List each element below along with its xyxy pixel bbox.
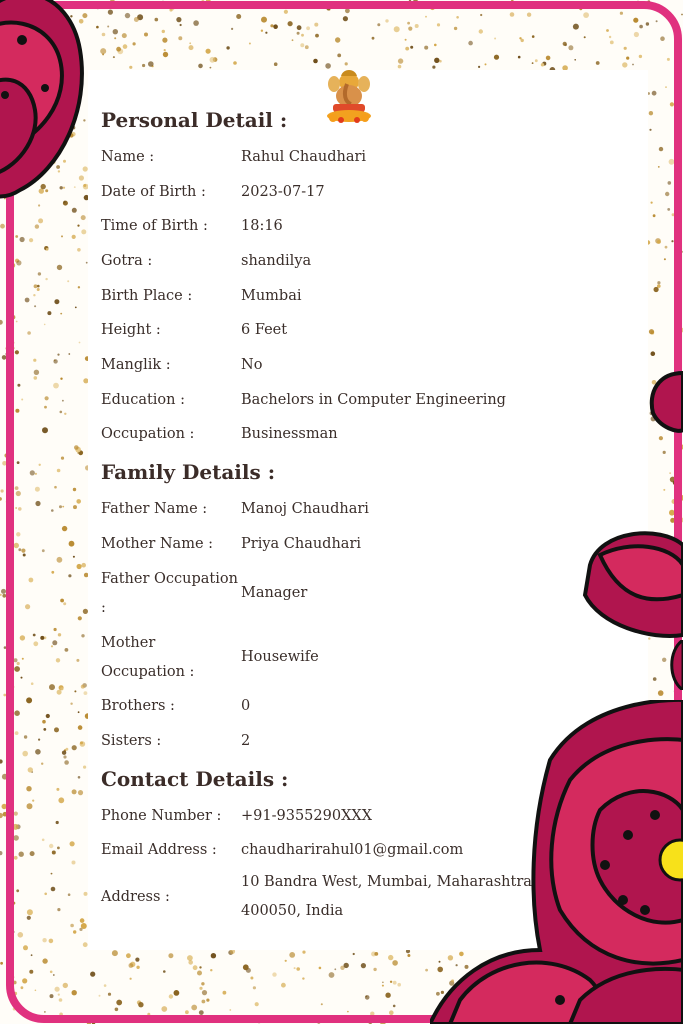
row-phone-number [101, 799, 621, 834]
field-value: 6 Feet [241, 322, 288, 339]
field-label: Father Occupation : [101, 570, 238, 616]
contact-details-title: Contact Details : [101, 766, 289, 791]
row-education [101, 383, 621, 418]
field-value: 2 [241, 733, 251, 750]
field-value: chaudharirahul01@gmail.com [241, 842, 464, 859]
row-occupation [101, 418, 621, 453]
field-value: Priya Chaudhari [241, 535, 362, 552]
row-date-of-birth [101, 175, 621, 210]
field-label: Birth Place : [101, 287, 193, 304]
row-birth-place [101, 279, 621, 314]
field-label: Height : [101, 322, 161, 339]
row-time-of-birth [101, 209, 621, 244]
row-father-occupation [101, 562, 621, 626]
field-label: Name : [101, 148, 155, 165]
field-label: Gotra : [101, 252, 153, 269]
field-value: Manoj Chaudhari [241, 501, 369, 518]
field-label: Sisters : [101, 733, 162, 750]
row-address [101, 868, 621, 926]
biodata-content [101, 100, 621, 926]
row-mother-occupation [101, 626, 621, 690]
field-value: 0 [241, 698, 251, 715]
row-brothers [101, 690, 621, 725]
row-name [101, 140, 621, 175]
field-label: Address : [101, 888, 170, 905]
field-label: Date of Birth : [101, 183, 206, 200]
row-sisters [101, 724, 621, 759]
field-label: Father Name : [101, 501, 208, 518]
field-label: Phone Number : [101, 807, 222, 824]
field-value: 18:16 [241, 218, 283, 235]
field-value: 10 Bandra West, Mumbai, Maharashtra 400050, India [241, 874, 532, 920]
row-email-address [101, 834, 621, 869]
field-label: Mother Name : [101, 535, 214, 552]
field-label: Email Address : [101, 842, 217, 859]
field-value: Mumbai [241, 287, 302, 304]
field-value: Manager [241, 585, 308, 602]
field-label: Manglik : [101, 356, 171, 373]
field-value: No [241, 356, 263, 373]
field-value: Bachelors in Computer Engineering [241, 391, 506, 408]
row-manglik [101, 348, 621, 383]
field-label: Occupation : [101, 426, 195, 443]
field-value: +91-9355290XXX [241, 807, 373, 824]
field-label: Brothers : [101, 698, 175, 715]
field-value: shandilya [241, 252, 312, 269]
flower-icon [668, 640, 683, 690]
row-father-name [101, 492, 621, 527]
field-value: Rahul Chaudhari [241, 148, 367, 165]
row-gotra [101, 244, 621, 279]
flower-icon [648, 368, 683, 438]
field-value: Businessman [241, 426, 338, 443]
flower-icon [0, 0, 90, 215]
row-mother-name [101, 527, 621, 562]
personal-detail-title: Personal Detail : [101, 108, 288, 132]
field-value: 2023-07-17 [241, 183, 325, 200]
field-label: Education : [101, 391, 185, 408]
field-label: Mother Occupation : [101, 634, 195, 680]
row-height [101, 313, 621, 348]
family-details-title: Family Details : [101, 460, 276, 485]
field-value: Housewife [241, 649, 319, 666]
field-label: Time of Birth : [101, 218, 208, 235]
